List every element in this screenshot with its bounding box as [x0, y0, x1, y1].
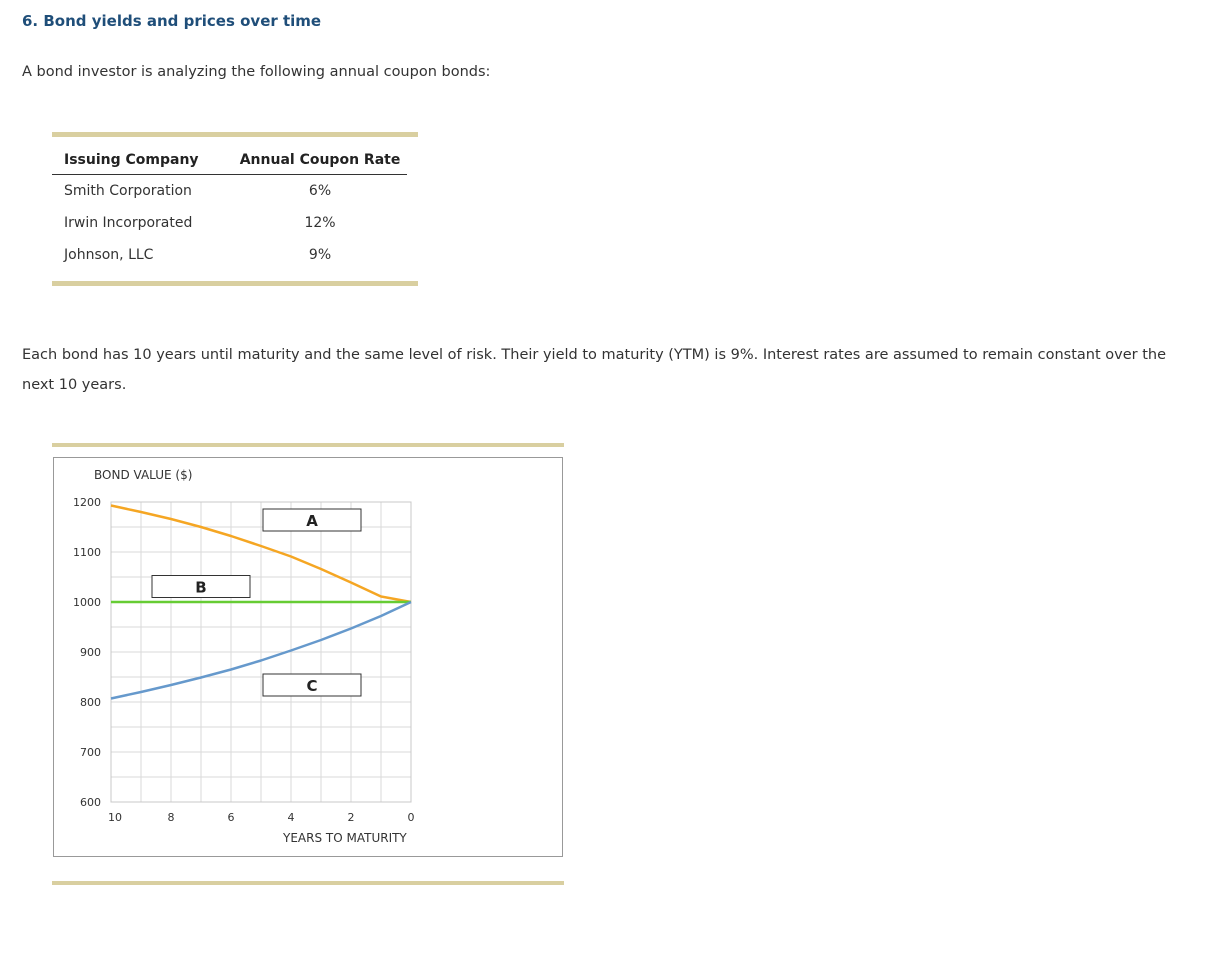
assumptions-paragraph: Each bond has 10 years until maturity and the same level of risk. Their yield to maturity (YTM) is 9%. Interest rates are assumed to remain constant over the next 10 years. [22, 347, 1166, 393]
bond-value-chart-frame [53, 457, 563, 857]
x-tick-label: 10 [108, 811, 122, 824]
y-tick-label: 1100 [73, 546, 101, 559]
chart-top-rule [52, 443, 564, 447]
y-tick-label: 900 [80, 646, 101, 659]
annotation-label-b: B [195, 578, 207, 597]
annotation-label-a: A [306, 512, 318, 530]
company-name: Johnson, LLC [64, 247, 154, 263]
coupon-rate: 12% [304, 215, 336, 231]
x-tick-label: 4 [287, 811, 295, 824]
table-row [52, 207, 407, 239]
bond-table [52, 143, 407, 271]
y-tick-label: 700 [80, 746, 101, 759]
bond-table-container [52, 132, 418, 286]
header-annual-coupon-rate: Annual Coupon Rate [209, 143, 407, 175]
company-name: Irwin Incorporated [64, 215, 193, 231]
coupon-rate: 6% [308, 183, 332, 199]
annotation-label-c: C [306, 677, 318, 695]
bond-value-chart [54, 458, 562, 856]
x-tick-label: 0 [407, 811, 415, 824]
chart-bottom-rule [52, 881, 564, 885]
coupon-rate: 9% [308, 247, 332, 263]
y-tick-label: 1200 [73, 496, 101, 509]
x-tick-label: 6 [227, 811, 235, 824]
intro-text: A bond investor is analyzing the following annual coupon bonds: [22, 64, 491, 80]
table-row [52, 239, 407, 271]
x-tick-label: 8 [167, 811, 175, 824]
y-axis-label: BOND VALUE ($) [94, 468, 193, 482]
x-axis-label: YEARS TO MATURITY [283, 831, 407, 845]
y-tick-label: 600 [80, 796, 101, 809]
y-tick-label: 1000 [73, 596, 101, 609]
y-tick-label: 800 [80, 696, 101, 709]
table-row [52, 175, 407, 208]
company-name: Smith Corporation [64, 183, 192, 199]
question-title: 6. Bond yields and prices over time [22, 12, 322, 30]
table-header-row [52, 143, 407, 175]
header-issuing-company: Issuing Company [52, 143, 209, 175]
x-tick-label: 2 [347, 811, 355, 824]
